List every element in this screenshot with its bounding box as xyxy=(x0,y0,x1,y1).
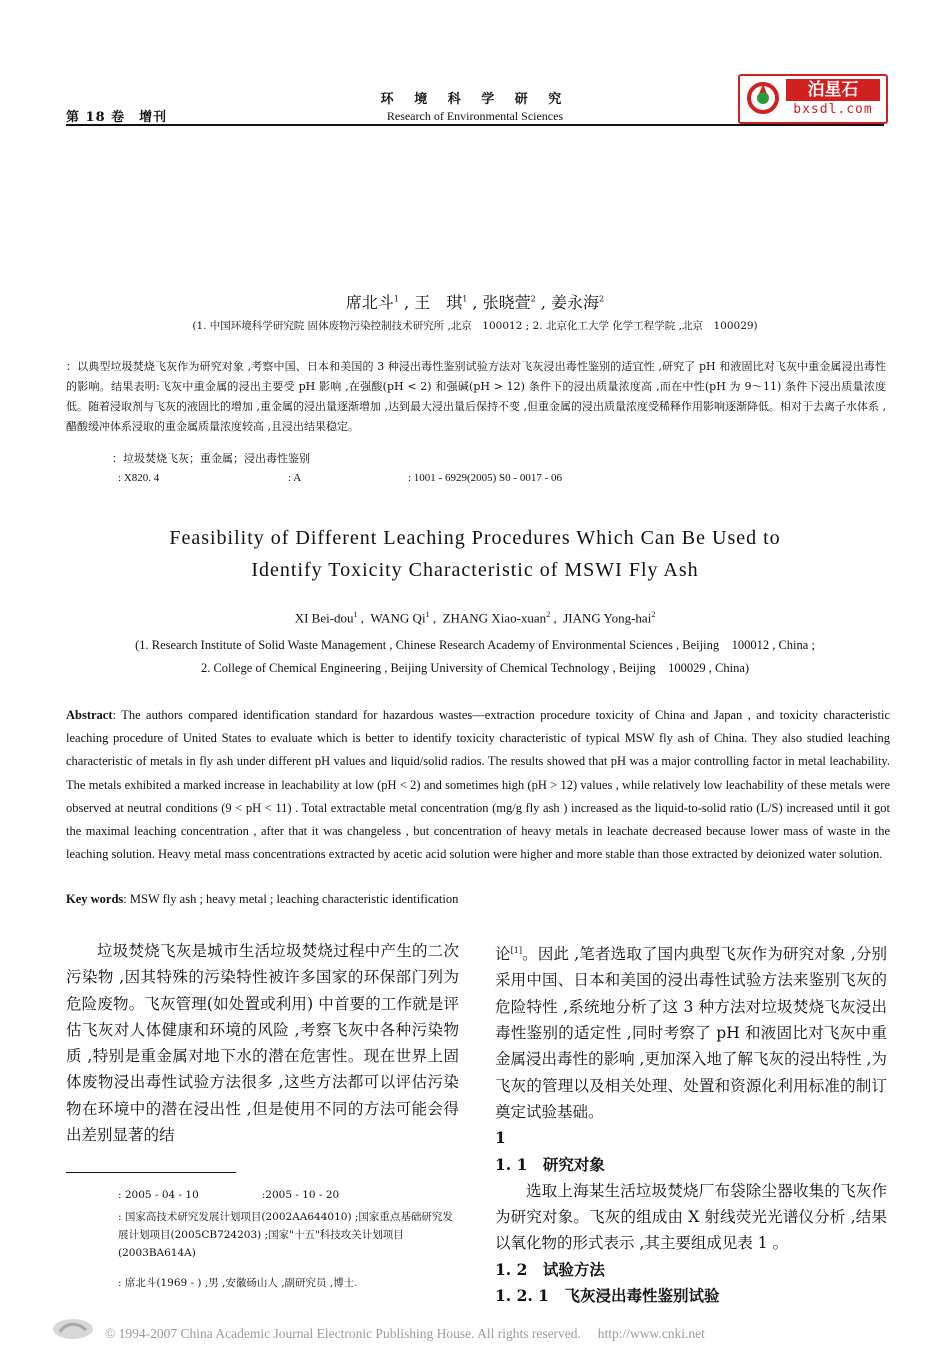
abstract-cn: ：以典型垃圾焚烧飞灰作为研究对象 ,考察中国、日本和美国的 3 种浸出毒性鉴别试验方法对飞灰浸出毒性鉴别的适宜性 ,研究了 pH 和液固比对飞灰中重金属浸出毒性的影响。结果表明:飞灰中重金属的浸出主要受 pH 影响 ,在强酸(pH < 2) 和强碱(pH > 12) 条件下的浸出质量浓度高 ,而在中性(pH 为 9～11) 条件下浸出质量浓度低。随着浸取剂与飞灰的液固比的增加 ,重金属的浸出量逐渐增加 ,达到最大浸出量后保持不变 ,但重金属的浸出质量浓度受稀释作用影响逐渐降低。相对于去离子水体系 ,醋酸缓冲体系浸取的重金属质量浓度较高 ,且浸出结果稳定。 xyxy=(66,360,886,433)
author-superscript: 1 xyxy=(462,294,468,304)
journal-title-cn: 环 境 科 学 研 究 xyxy=(380,92,570,107)
body-text: 。因此 ,笔者选取了国内典型飞灰作为研究对象 ,分别采用中国、日本和美国的浸出毒性试验方法来鉴别飞灰的危险特性 ,系统地分析了这 3 种方法对垃圾焚烧飞灰浸出毒性鉴别的适定性 ,同时考察了 pH 和液固比对飞灰中重金属浸出毒性的影响 ,更加深入地了解飞灰的浸出特性 ,为飞灰的管理以及相关处理、处置和资源化利用标准的制订奠定试验基础。 xyxy=(495,945,887,1121)
logo-url: bxsdl.com xyxy=(793,102,873,117)
publisher-logo-icon xyxy=(52,1318,94,1340)
keywords-label: Key words xyxy=(66,892,124,906)
affiliation-en-line: 2. College of Chemical Engineering , Beijing University of Chemical Technology , Beijing 100029 , China) xyxy=(200,661,750,675)
author-superscript: 1 xyxy=(425,610,430,619)
copyright-footer: © 1994-2007 China Academic Journal Electronic Publishing House. All rights reserved. http://www.cnki.net xyxy=(105,1326,705,1341)
authors-cn: 席北斗$^1$ , 王 琪$^1$ , 张晓萱$^2$ , 姜永海$^2$ xyxy=(345,293,605,312)
document-code: : A xyxy=(288,472,302,484)
abstract-label: Abstract xyxy=(66,708,113,722)
title-en-line: Feasibility of Different Leaching Procedures Which Can Be Used to xyxy=(169,527,781,549)
logo-mark-icon xyxy=(746,81,780,115)
site-logo[interactable] xyxy=(738,74,888,124)
author-superscript: 1 xyxy=(353,610,358,619)
header-rule xyxy=(66,124,884,126)
affiliation-en-line: (1. Research Institute of Solid Waste Management , Chinese Research Academy of Environmental Sciences , Beijing 100012 , China ; xyxy=(135,638,815,652)
footnote-fund: : 国家高技术研究发展计划项目(2002AA644010) ;国家重点基础研究发展计划项目(2005CB724203) ;国家"十五"科技攻关计划项目(2003BA614A) xyxy=(118,1211,453,1259)
citation-ref: [1] xyxy=(510,946,523,955)
body-paragraph xyxy=(495,938,887,1125)
author-name: WANG Qi xyxy=(370,610,426,626)
author-name: 王 琪 xyxy=(414,293,463,312)
author-name: ZHANG Xiao-xuan xyxy=(442,610,547,626)
abstract-en xyxy=(66,704,890,866)
abstract-text: : The authors compared identification standard for hazardous wastes—extraction procedure toxicity of China and Japan , and toxicity characteristic leaching procedure of United States to evaluate which is better to identify toxicity characteristic of typical MSW fly ash of China. They also studied leaching characteristic of metals in fly ash under different pH values and liquid/solid radios. The results showed that pH was a major controlling factor in metal leachability. The metals exhibited a marked increase in leachability at low (pH < 2) and sometimes high (pH > 12) values , while relatively low leachability of these metals were observed at neutral conditions (9 < pH < 11) . Total extractable metal concentration (mg/g fly ash ) increased as the liquid-to-solid ratio (L/S) increased until it got the maximal leaching concentration , after that it was changeless , but concentration of heavy metals in leachate decreased because lower mass of waste in the leaching solution. Heavy metal mass concentrations extracted by acetic acid solution were higher and more stable than those extracted by deionized water solution. xyxy=(66,708,890,862)
body-paragraph: 垃圾焚烧飞灰是城市生活垃圾焚烧过程中产生的二次污染物 ,因其特殊的污染特性被许多国家的环保部门列为危险废物。飞灰管理(如处置或利用) 中首要的工作就是评估飞灰对人体健康和环境的风险 ,考察飞灰中各种污染物质 ,特别是重金属对地下水的潜在危害性。现在世界上固体废物浸出毒性试验方法很多 ,这些方法都可以评估污染物在环境中的潜在浸出性 ,但是使用不同的方法可能会得出差别显著的结 xyxy=(66,942,459,1145)
authors-en: XI Bei-dou$^1$ , WANG Qi$^1$ , ZHANG Xiao-xuan$^2$ , JIANG Yong-hai$^2$ xyxy=(294,610,656,626)
title-en-line: Identify Toxicity Characteristic of MSWI Fly Ash xyxy=(251,559,699,581)
footnote-author: : 席北斗(1969 - ) ,男 ,安徽砀山人 ,副研究员 ,博士. xyxy=(118,1277,358,1289)
author-superscript: 2 xyxy=(599,294,605,304)
keywords-cn: ：垃圾焚烧飞灰；重金属；浸出毒性鉴别 xyxy=(112,452,310,465)
author-name: 姜永海 xyxy=(551,293,600,312)
body-text: 论 xyxy=(495,945,511,964)
clc-number: : X820. 4 xyxy=(118,472,160,484)
affiliation-cn: (1. 中国环境科学研究院 固体废物污染控制技术研究所 ,北京 100012 ; 2. 北京化工大学 化学工程学院 ,北京 100029) xyxy=(192,320,758,332)
author-name: 席北斗 xyxy=(345,293,394,312)
keywords-text: : MSW fly ash ; heavy metal ; leaching characteristic identification xyxy=(123,892,459,906)
author-superscript: 2 xyxy=(546,610,551,619)
author-name: XI Bei-dou xyxy=(294,610,354,626)
subsection-heading: 1. 2. 1 飞灰浸出毒性鉴别试验 xyxy=(495,1286,720,1306)
article-id: : 1001 - 6929(2005) S0 - 0017 - 06 xyxy=(408,472,562,484)
author-name: 张晓萱 xyxy=(482,293,531,312)
keywords-en xyxy=(66,892,458,907)
section-heading: 1 xyxy=(495,1128,506,1148)
logo-text: 泊星石 xyxy=(786,79,880,101)
author-name: JIANG Yong-hai xyxy=(563,610,652,626)
title-en xyxy=(0,522,950,586)
footnote-rule xyxy=(66,1172,236,1173)
footnote-dates: : 2005 - 04 - 10 :2005 - 10 - 20 xyxy=(118,1189,340,1201)
volume-label: 第 18 卷 增刊 xyxy=(66,110,168,125)
affiliation-en xyxy=(0,634,950,680)
subsection-heading: 1. 2 试验方法 xyxy=(495,1259,605,1279)
body-column-right xyxy=(495,938,887,1309)
subsection-heading: 1. 1 研究对象 xyxy=(495,1154,605,1174)
body-paragraph: 选取上海某生活垃圾焚烧厂布袋除尘器收集的飞灰作为研究对象。飞灰的组成由 X 射线荧光光谱仪分析 ,结果以氧化物的形式表示 ,其主要组成见表 1 。 xyxy=(495,1181,887,1253)
author-superscript: 2 xyxy=(651,610,656,619)
author-superscript: 2 xyxy=(530,294,536,304)
journal-title-en: Research of Environmental Sciences xyxy=(386,109,564,123)
author-superscript: 1 xyxy=(393,294,399,304)
body-column-left xyxy=(66,938,459,1148)
